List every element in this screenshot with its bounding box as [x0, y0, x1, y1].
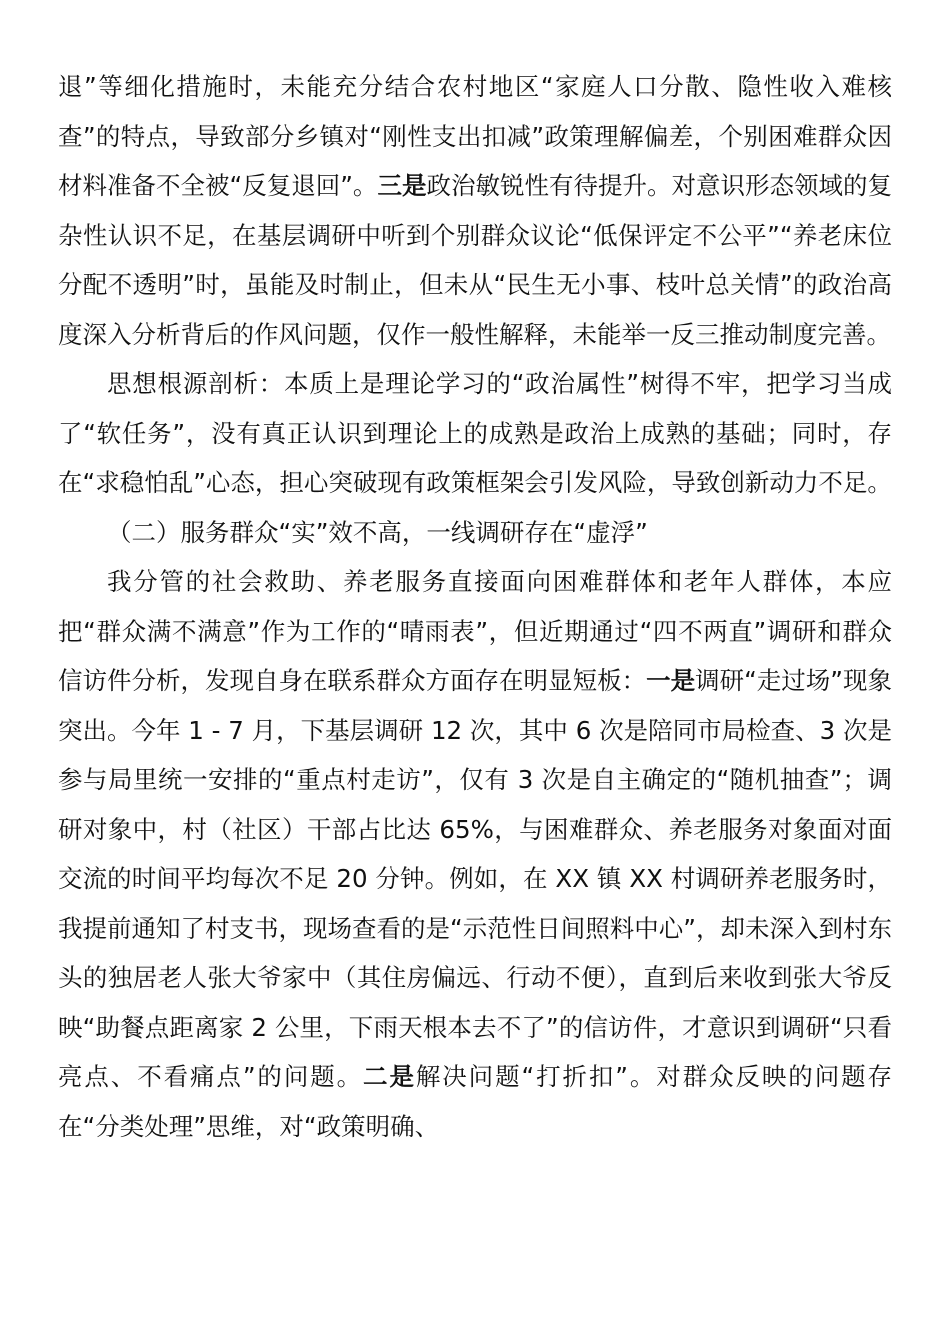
paragraph-text: 退”等细化措施时，未能充分结合农村地区“家庭人口分散、隐性收入难核查”的特点，导致部分乡镇对“刚性支出扣减”政策理解偏差，个别困难群众因材料准备不全被“反复退回”。: [58, 72, 892, 200]
paragraph-text: 政治敏锐性有待提升。对意识形态领域的复杂性认识不足，在基层调研中听到个别群众议论“低保评定不公平”“养老床位分配不透明”时，虽能及时制止，但未从“民生无小事、枝叶总关情”的政治高度深入分析背后的作风问题，仅作一般性解释，未能举一反三推动制度完善。: [58, 171, 893, 349]
paragraph-text: 我分管的社会救助、养老服务直接面向困难群体和老年人群体，本应把“群众满不满意”作为工作的“晴雨表”，但近期通过“四不两直”调研和群众信访件分析，发现自身在联系群众方面存在明显短板：: [58, 567, 892, 695]
paragraph-problem-three: [58, 62, 892, 359]
paragraph-text: 解决问题“打折扣”。对群众反映的问题存在“分类处理”思维，对“政策明确、: [58, 1062, 893, 1141]
bold-marker-three: 三是: [377, 171, 427, 200]
bold-marker-one: 一是: [646, 666, 696, 695]
document-page: [58, 62, 892, 1151]
paragraph-root-cause: 思想根源剖析：本质上是理论学习的“政治属性”树得不牢，把学习当成了“软任务”，没有真正认识到理论上的成熟是政治上成熟的基础；同时，存在“求稳怕乱”心态，担心突破现有政策框架会引发风险，导致创新动力不足。: [58, 369, 892, 497]
bold-marker-two: 二是: [363, 1062, 416, 1091]
paragraph-text: 调研“走过场”现象突出。今年 1 - 7 月，下基层调研 12 次，其中 6 次是陪同市局检查、3 次是参与局里统一安排的“重点村走访”，仅有 3 次是自主确定的“随机抽查”；调研对象中，村（社区）干部占比达 65%，与困难群众、养老服务对象面对面交流的时间平均每次不足 20 分钟。例如，在 XX 镇 XX 村调研养老服务时，我提前通知了村支书，现场查看的是“示范性日间照料中心”，却未深入到村东头的独居老人张大爷家中（其住房偏远、行动不便），直到后来收到张大爷反映“助餐点距离家 2 公里，下雨天根本去不了”的信访件，才意识到调研“只看亮点、不看痛点”的问题。: [58, 666, 893, 1091]
paragraph-service-issues: [58, 557, 892, 1151]
section-heading-two: （二）服务群众“实”效不高，一线调研存在“虚浮”: [107, 517, 648, 547]
